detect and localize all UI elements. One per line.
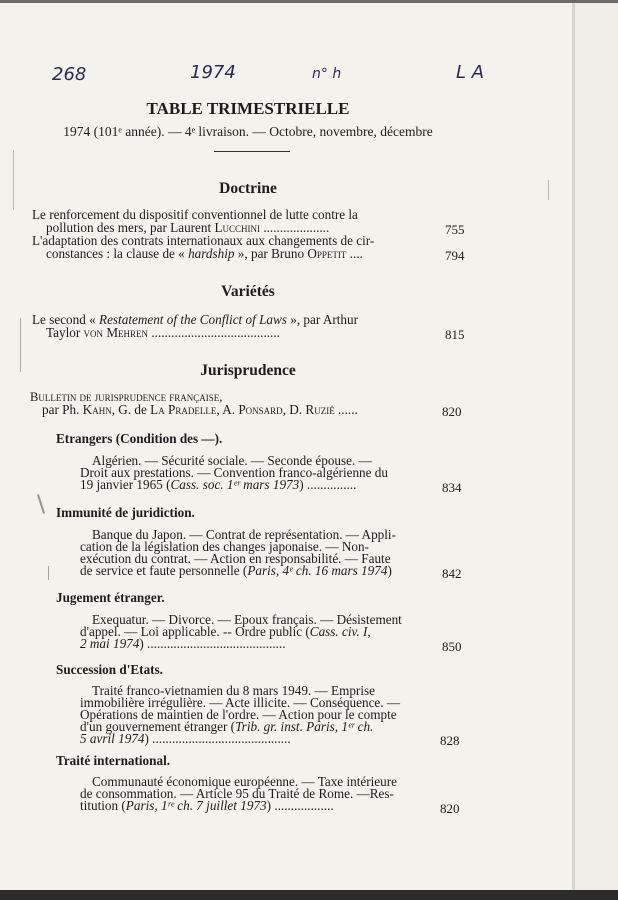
immunite-line-4: de service et faute personnelle (Paris, 4ᵉ ch. 16 mars 1974) xyxy=(80,563,392,578)
traite-page: 820 xyxy=(440,801,460,816)
page-title: TABLE TRIMESTRIELLE xyxy=(146,99,350,118)
scan-top-edge xyxy=(0,0,618,3)
doctrine-entry-1-page: 755 xyxy=(445,222,465,237)
scan-mark xyxy=(13,150,14,210)
etrangers-line-2: Droit aux prestations. — Convention franco-algérienne du xyxy=(80,465,388,480)
etrangers-line-1: Algérien. — Sécurité sociale. — Seconde épouse. — xyxy=(92,453,372,468)
handwritten-initials: L A xyxy=(456,62,485,83)
subheading-etrangers: Etrangers (Condition des —). xyxy=(56,431,223,446)
succession-line-2: immobilière irrégulière. — Acte illicite. — Conséquence. — xyxy=(80,695,401,710)
succession-page: 828 xyxy=(440,733,460,748)
doctrine-entry-1-line-2: pollution des mers, par Laurent Lucchini .................... xyxy=(46,220,330,235)
jugement-line-2: d'appel. — Loi applicable. -- Ordre public (Cass. civ. I, xyxy=(80,624,371,639)
jugement-line-1: Exequatur. — Divorce. — Epoux français. — Désistement xyxy=(92,612,402,627)
jugement-line-3: 2 mai 1974) .......................................... xyxy=(80,636,286,651)
bulletin-page: 820 xyxy=(442,404,462,419)
etrangers-line-3: 19 janvier 1965 (Cass. soc. 1ᵉʳ mars 1973) ............... xyxy=(80,477,357,492)
doctrine-entry-2-page: 794 xyxy=(445,248,465,263)
title-divider xyxy=(214,151,290,152)
varietes-entry-line-2: Taylor von Mehren ....................................... xyxy=(46,325,280,340)
succession-line-5: 5 avril 1974) .......................................... xyxy=(80,731,291,746)
handwritten-year: 1974 xyxy=(190,62,236,83)
scan-mark xyxy=(37,494,45,514)
subheading-jugement: Jugement étranger. xyxy=(56,590,165,605)
varietes-entry-line-1: Le second « Restatement of the Conflict of Laws », par Arthur xyxy=(32,312,358,327)
section-heading-varietes: Variétés xyxy=(221,283,275,300)
scan-edge xyxy=(572,0,618,900)
section-heading-jurisprudence: Jurisprudence xyxy=(200,362,296,379)
immunite-line-3: exécution du contrat. — Action en responsabilité. — Faute xyxy=(80,551,391,566)
handwritten-number: 268 xyxy=(52,64,87,85)
scan-mark xyxy=(548,180,549,200)
succession-line-1: Traité franco-vietnamien du 8 mars 1949. — Emprise xyxy=(92,683,375,698)
succession-line-3: Opérations de maintien de l'ordre. — Action pour le compte xyxy=(80,707,397,722)
succession-line-4: d'un gouvernement étranger (Trib. gr. inst. Paris, 1ᵉʳ ch. xyxy=(80,719,374,734)
scan-bottom-edge xyxy=(0,890,618,900)
traite-line-2: de consommation. — Article 95 du Traité de Rome. —Res- xyxy=(80,786,394,801)
doctrine-entry-1-line-1: Le renforcement du dispositif conventionnel de lutte contre la xyxy=(32,207,358,222)
subheading-immunite: Immunité de juridiction. xyxy=(56,505,195,520)
handwritten-mark: n° h xyxy=(312,66,342,82)
subheading-succession: Succession d'Etats. xyxy=(56,662,163,677)
traite-line-1: Communauté économique européenne. — Taxe intérieure xyxy=(92,774,397,789)
doctrine-entry-2-line-1: L'adaptation des contrats internationaux aux changements de cir- xyxy=(32,233,375,248)
traite-line-3: titution (Paris, 1ʳᵉ ch. 7 juillet 1973) .................. xyxy=(80,798,334,813)
scan-mark xyxy=(20,318,21,372)
varietes-entry-page: 815 xyxy=(445,327,465,342)
etrangers-page: 834 xyxy=(442,480,462,495)
immunite-line-2: cation de la législation des changes japonaise. — Non- xyxy=(80,539,369,554)
immunite-page: 842 xyxy=(442,566,462,581)
bulletin-line-1: Bulletin de jurisprudence française, xyxy=(30,390,223,404)
subheading-traite: Traité international. xyxy=(56,753,171,768)
page-subtitle: 1974 (101ᵉ année). — 4ᵉ livraison. — Octobre, novembre, décembre xyxy=(63,124,433,139)
immunite-line-1: Banque du Japon. — Contrat de représentation. — Appli- xyxy=(92,527,396,542)
doctrine-entry-2-line-2: constances : la clause de « hardship », par Bruno Oppetit .... xyxy=(46,246,363,261)
bulletin-line-2: par Ph. Kahn, G. de La Pradelle, A. Ponsard, D. Ruzié ...... xyxy=(42,402,358,417)
jugement-page: 850 xyxy=(442,639,462,654)
scan-mark xyxy=(48,566,49,580)
section-heading-doctrine: Doctrine xyxy=(219,180,277,197)
